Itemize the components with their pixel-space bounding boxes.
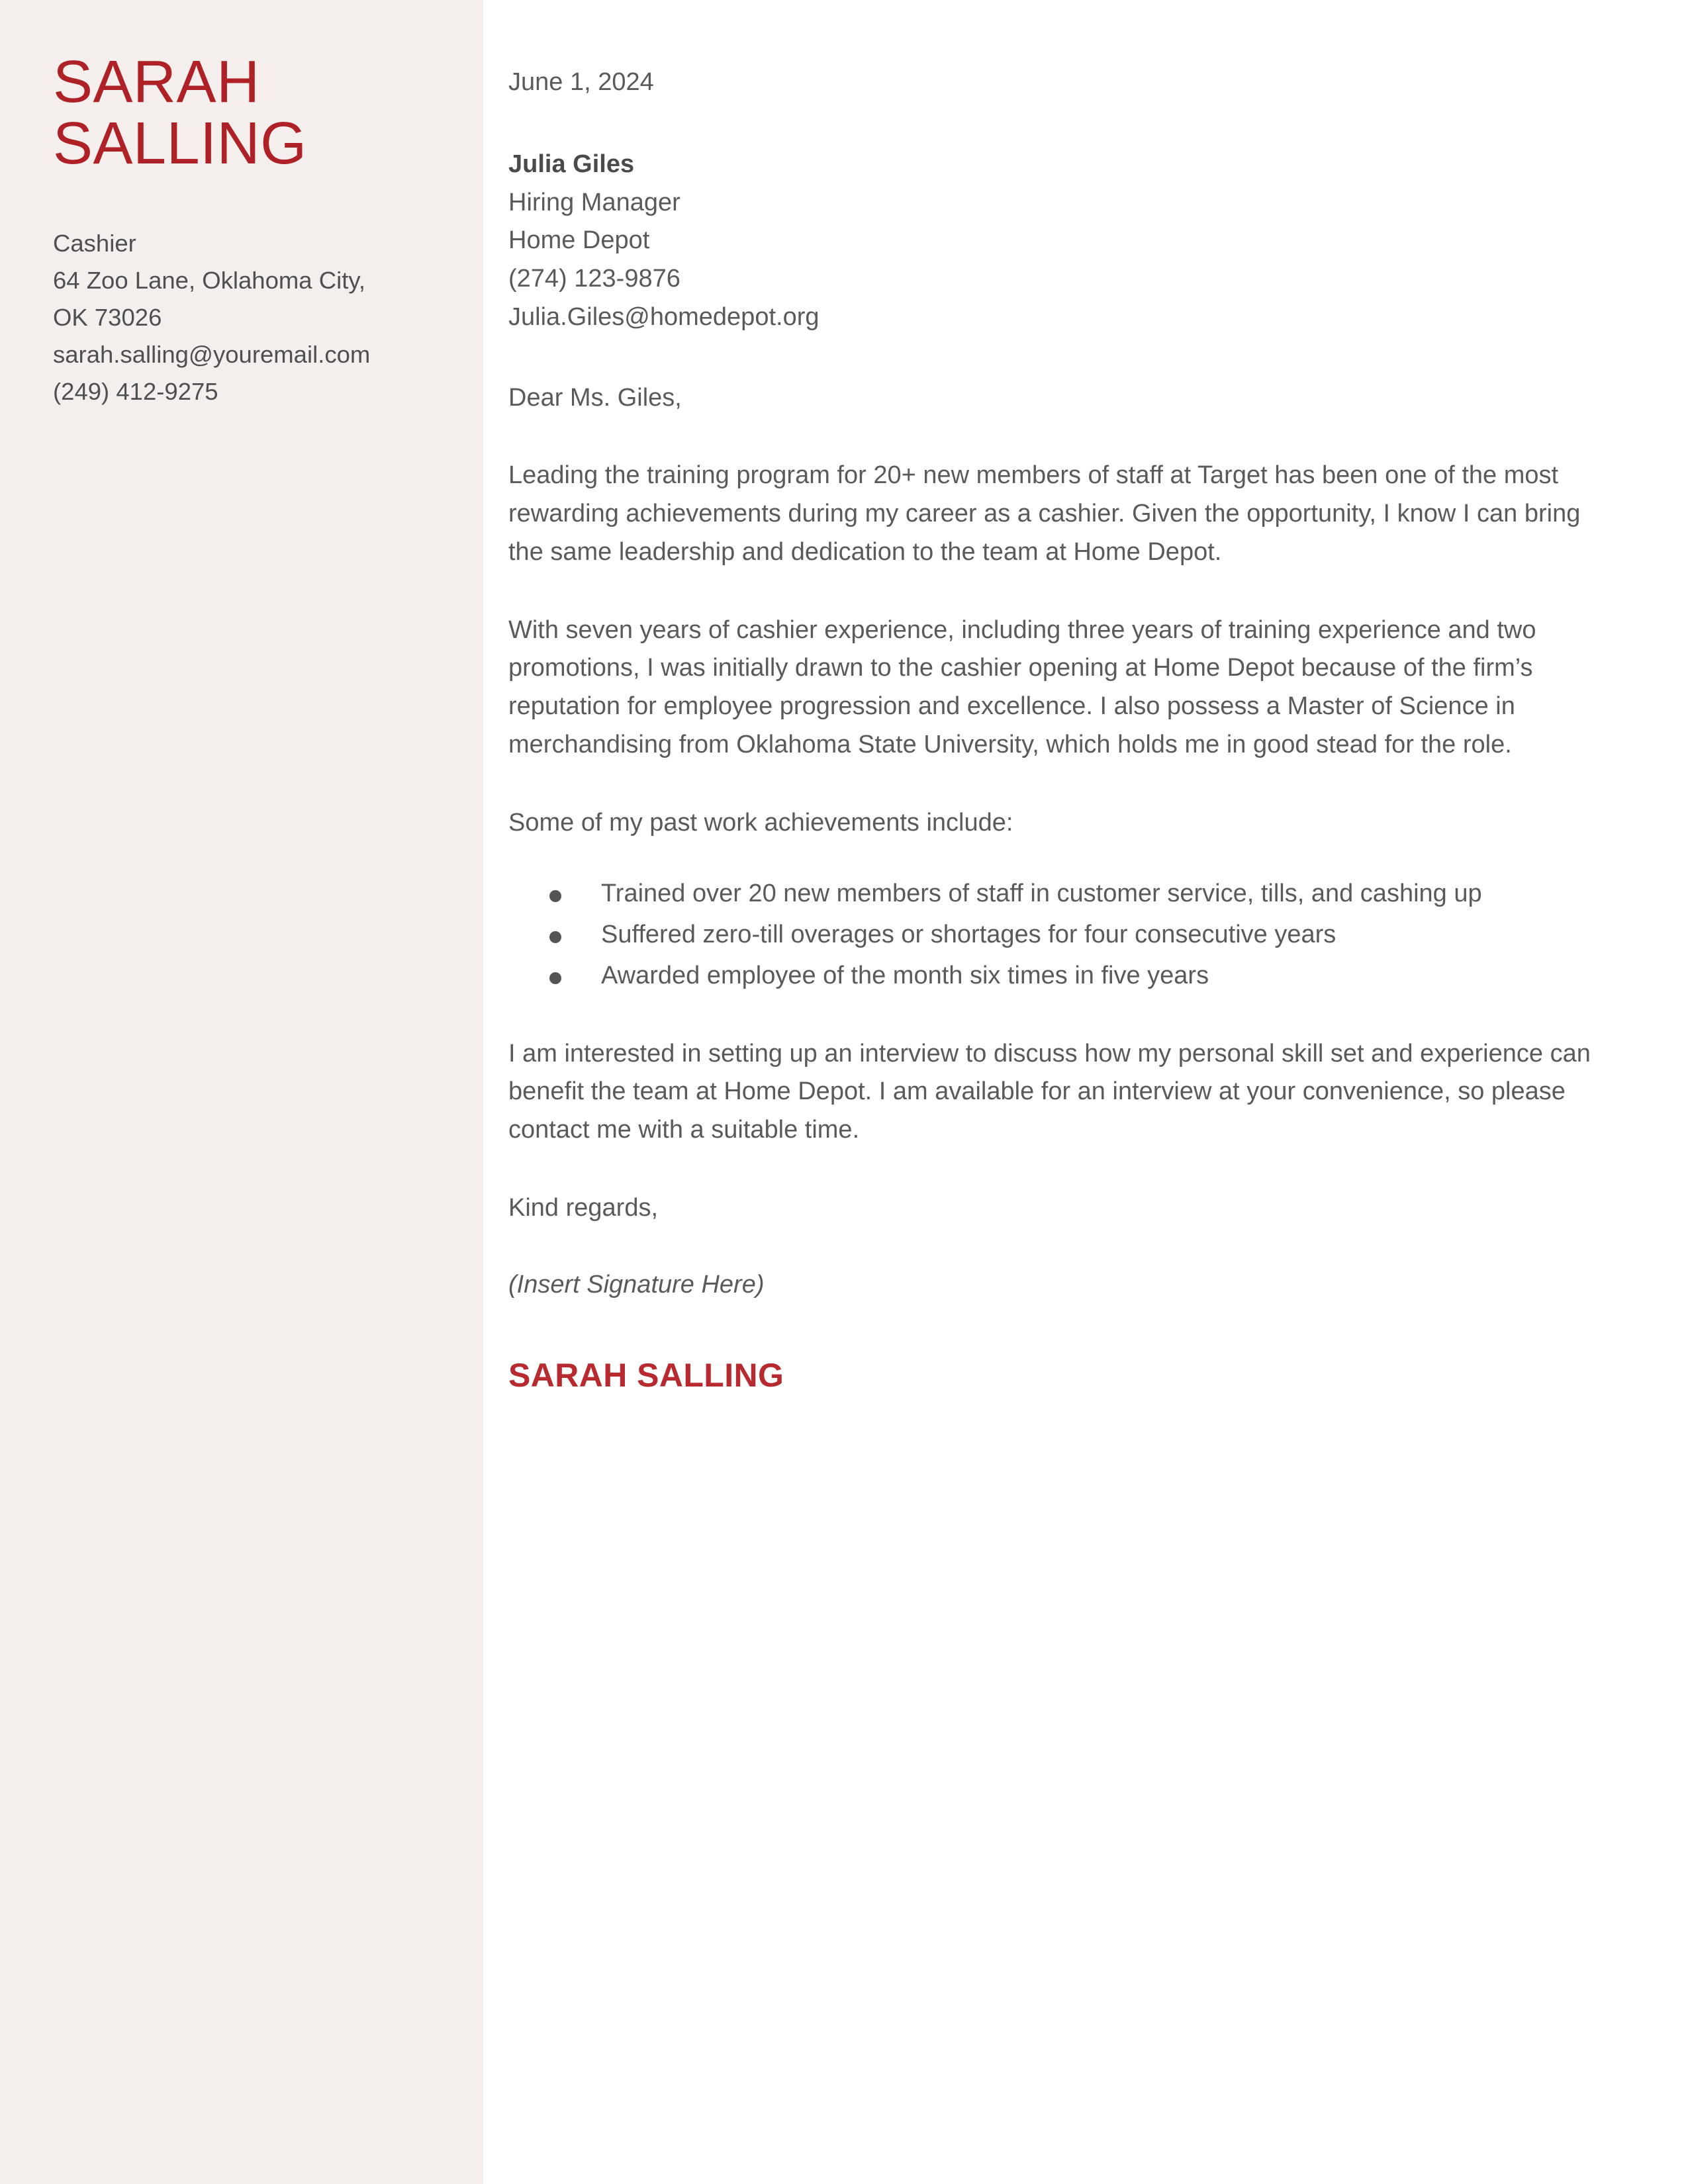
signoff: Kind regards,	[508, 1193, 659, 1222]
applicant-address-line-2: OK 73026	[53, 304, 162, 332]
signature-placeholder: (Insert Signature Here)	[508, 1270, 765, 1298]
letter-date: June 1, 2024	[508, 68, 654, 96]
applicant-job-title: Cashier	[53, 230, 136, 257]
salutation: Dear Ms. Giles,	[508, 383, 682, 412]
list-item: Awarded employee of the month six times in five years	[549, 957, 1594, 995]
applicant-contact-block	[53, 225, 437, 410]
body-paragraph-1: Leading the training program for 20+ new members of staff at Target has been one of the most rewarding achievements during my career as a cashier. Given the opportunity, I know I can bring the same leadership and dedication to the team at Home Depot.	[508, 461, 1581, 566]
applicant-phone: (249) 412-9275	[53, 377, 218, 405]
list-item: Trained over 20 new members of staff in customer service, tills, and cashing up	[549, 875, 1594, 913]
list-item: Suffered zero-till overages or shortages for four consecutive years	[549, 916, 1594, 954]
recipient-title: Hiring Manager	[508, 188, 680, 216]
applicant-address-line-1: 64 Zoo Lane, Oklahoma City,	[53, 267, 366, 295]
recipient-name: Julia Giles	[508, 150, 635, 178]
applicant-name-last: SALLING	[53, 110, 307, 177]
signature-name: SARAH SALLING	[508, 1357, 784, 1394]
applicant-name-first: SARAH	[53, 49, 260, 115]
recipient-block	[508, 146, 1594, 337]
applicant-email: sarah.salling@youremail.com	[53, 340, 371, 368]
body-paragraph-2: With seven years of cashier experience, including three years of training experience and two promotions, I was initially drawn to the cashier opening at Home Depot because of the firm’s reputation for employee progression and excellence. I also possess a Master of Science in merchandising from Oklahoma State University, which holds me in good stead for the role.	[508, 615, 1536, 758]
letter-body	[508, 0, 1594, 1400]
recipient-phone: (274) 123-9876	[508, 265, 680, 293]
closing-paragraph: I am interested in setting up an interview to discuss how my personal skill set and experience can benefit the team at Home Depot. I am available for an interview at your convenience, so please contact me with a suitable time.	[508, 1039, 1591, 1144]
applicant-name	[53, 49, 437, 177]
recipient-company: Home Depot	[508, 226, 650, 255]
achievements-intro: Some of my past work achievements include:	[508, 808, 1013, 837]
sidebar	[0, 0, 483, 2184]
achievements-list	[508, 875, 1594, 995]
recipient-email: Julia.Giles@homedepot.org	[508, 302, 820, 331]
